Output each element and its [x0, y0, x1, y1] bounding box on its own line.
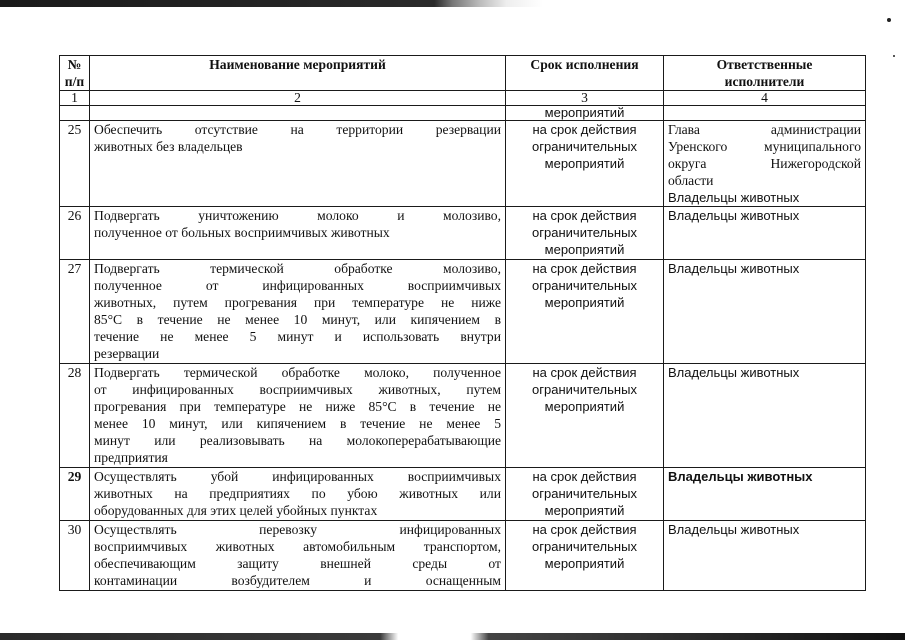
row-number: 25	[60, 121, 90, 207]
measure-term: на срок действия ограничительных мероприятий	[506, 260, 664, 364]
table-row	[60, 121, 866, 207]
scan-speck	[893, 55, 895, 57]
table-row	[60, 207, 866, 260]
table-header-row	[60, 56, 866, 91]
measure-responsible: Владельцы животных	[664, 364, 866, 468]
header-measure-name: Наименование мероприятий	[90, 56, 506, 91]
table-row	[60, 468, 866, 521]
column-index: 2	[90, 91, 506, 106]
row-number: 26	[60, 207, 90, 260]
continuation-term: мероприятий	[506, 106, 664, 121]
column-index: 3	[506, 91, 664, 106]
table-row	[60, 364, 866, 468]
table-row	[60, 521, 866, 591]
measure-responsible: Владельцы животных	[664, 260, 866, 364]
measure-term: на срок действия ограничительных мероприятий	[506, 468, 664, 521]
measure-name: Подвергать термической обработке молозиво, полученное от инфицированных восприимчивых животных, путем прогревания при температуре не ниже 85°С в течение не менее 10 минут, или кипячением в течение не менее 5 минут и использовать внутри резервации	[90, 260, 506, 364]
scan-edge-bottom	[0, 633, 905, 640]
measure-name: Обеспечить отсутствие на территории резервации животных без владельцев	[90, 121, 506, 207]
header-responsible: Ответственные исполнители	[664, 56, 866, 91]
row-number: 30	[60, 521, 90, 591]
column-index: 4	[664, 91, 866, 106]
continuation-row	[60, 106, 866, 121]
measure-term: на срок действия ограничительных мероприятий	[506, 364, 664, 468]
scan-speck	[887, 18, 891, 22]
scan-edge-top	[0, 0, 905, 7]
header-term: Срок исполнения	[506, 56, 664, 91]
measure-name: Подвергать термической обработке молоко, полученное от инфицированных восприимчивых животных, путем прогревания при температуре не ниже 85°С в течение не менее 10 минут, или кипячением в течение не менее 5 минут или реализовывать на молокоперерабатывающие предприятия	[90, 364, 506, 468]
row-number: 29	[60, 468, 90, 521]
measure-responsible: Владельцы животных	[664, 468, 866, 521]
measure-responsible: Глава администрации Уренского муниципального округа Нижегородской области Владельцы животных	[664, 121, 866, 207]
measure-term: на срок действия ограничительных мероприятий	[506, 207, 664, 260]
measure-name: Осуществлять перевозку инфицированных восприимчивых животных автомобильным транспортом, обеспечивающим защиту внешней среды от контаминации возбудителем и оснащенным	[90, 521, 506, 591]
table-row	[60, 260, 866, 364]
measure-term: на срок действия ограничительных мероприятий	[506, 121, 664, 207]
measures-table	[59, 55, 866, 591]
column-index: 1	[60, 91, 90, 106]
column-index-row	[60, 91, 866, 106]
header-number: № п/п	[60, 56, 90, 91]
row-number: 28	[60, 364, 90, 468]
measure-name: Подвергать уничтожению молоко и молозиво, полученное от больных восприимчивых животных	[90, 207, 506, 260]
measure-responsible: Владельцы животных	[664, 521, 866, 591]
measure-responsible: Владельцы животных	[664, 207, 866, 260]
row-number: 27	[60, 260, 90, 364]
measure-name: Осуществлять убой инфицированных восприимчивых животных на предприятиях по убою животных или оборудованных для этих целей убойных пунктах	[90, 468, 506, 521]
measure-term: на срок действия ограничительных мероприятий	[506, 521, 664, 591]
